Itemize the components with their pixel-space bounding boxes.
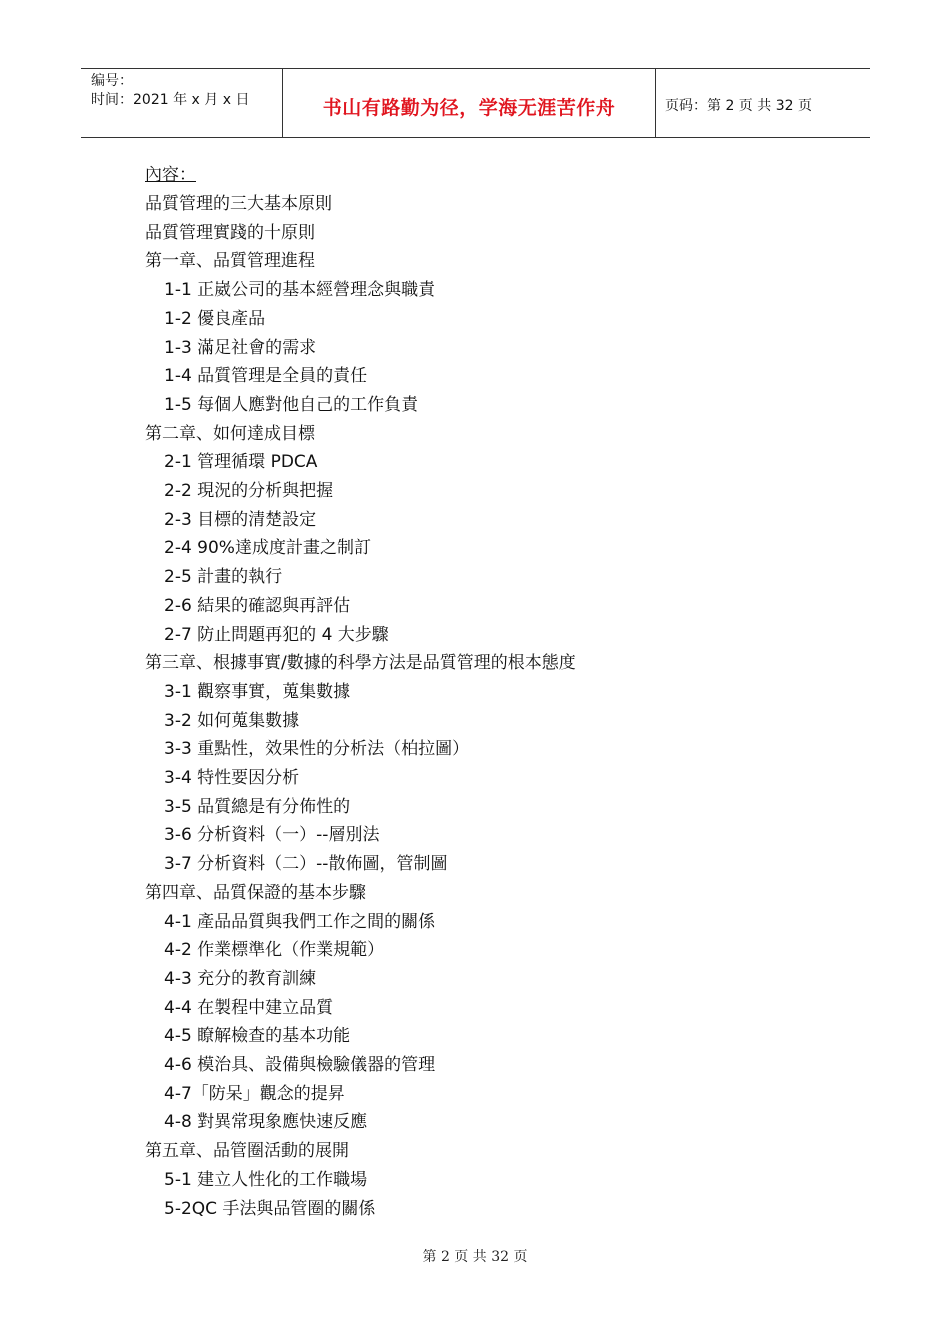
toc-section-entry: 4-4 在製程中建立品質 [164,997,334,1018]
header-motto-cell [282,69,656,137]
toc-section-entry: 2-6 結果的確認與再評估 [164,595,351,616]
toc-section-entry: 3-5 品質總是有分佈性的 [164,796,351,817]
toc-chapter-entry: 第四章、品質保證的基本步驟 [145,882,366,903]
toc-chapter-entry: 品質管理實踐的十原則 [145,222,315,243]
toc-section-entry: 1-1 正崴公司的基本經營理念與職責 [164,280,436,301]
header-meta-cell [81,69,282,137]
toc-chapter-entry: 第五章、品管圈活動的展開 [145,1141,349,1162]
toc-section-entry: 3-6 分析資料（一）--層別法 [164,825,380,846]
document-date: 时间：2021 年 x 月 x 日 [91,92,250,108]
header-page-info: 页码：第 2 页 共 32 页 [665,98,812,114]
toc-chapter-entry: 品質管理的三大基本原則 [145,194,332,214]
toc-section-entry: 5-1 建立人性化的工作職場 [164,1169,368,1190]
toc-section-entry: 3-3 重點性，效果性的分析法（柏拉圖） [164,739,470,760]
toc-section-entry: 1-2 優良產品 [164,308,266,329]
toc-section-entry: 4-5 瞭解檢查的基本功能 [164,1026,351,1047]
toc-section-entry: 2-1 管理循環 PDCA [164,452,318,473]
toc-section-entry: 1-5 每個人應對他自己的工作負責 [164,394,419,415]
document-number-label: 编号： [91,73,133,89]
toc-section-entry: 4-8 對異常現象應快速反應 [164,1112,368,1133]
toc-section-entry: 2-5 計畫的執行 [164,567,283,588]
toc-chapter-entry: 第一章、品質管理進程 [145,251,315,272]
header-page-cell [655,69,870,137]
toc-section-entry: 4-6 模治具、設備與檢驗儀器的管理 [164,1055,436,1075]
toc-section-entry: 2-3 目標的清楚設定 [164,509,317,530]
toc-chapter-entry: 第三章、根據事實/數據的科學方法是品質管理的根本態度 [145,653,576,674]
toc-section-entry: 4-1 產品品質與我們工作之間的關係 [164,911,436,932]
toc-chapter-entry: 第二章、如何達成目標 [145,423,315,444]
toc-section-entry: 2-2 現況的分析與把握 [164,481,334,501]
toc-section-entry: 1-3 滿足社會的需求 [164,337,317,358]
page-header [81,68,870,138]
toc-section-entry: 2-4 90%達成度計畫之制訂 [164,538,371,559]
toc-section-entry: 4-3 充分的教育訓練 [164,968,317,989]
toc-section-entry: 3-7 分析資料（二）--散佈圖，管制圖 [164,854,448,875]
toc-section-entry: 3-1 觀察事實，蒐集數據 [164,681,351,702]
header-motto: 书山有路勤为径，学海无涯苦作舟 [322,97,616,119]
toc-section-entry: 5-2QC 手法與品管圈的關係 [164,1198,376,1219]
toc-section-entry: 1-4 品質管理是全員的責任 [164,366,368,387]
toc-section-entry: 3-4 特性要因分析 [164,768,300,788]
toc-section-entry: 4-2 作業標準化（作業規範） [164,940,385,961]
toc-section-entry: 2-7 防止問題再犯的 4 大步驟 [164,624,389,645]
toc-title: 內容： [145,165,196,185]
toc-section-entry: 3-2 如何蒐集數據 [164,710,300,731]
toc-section-entry: 4-7「防呆」觀念的提昇 [164,1083,345,1104]
page-footer: 第 2 页 共 32 页 [422,1249,528,1265]
